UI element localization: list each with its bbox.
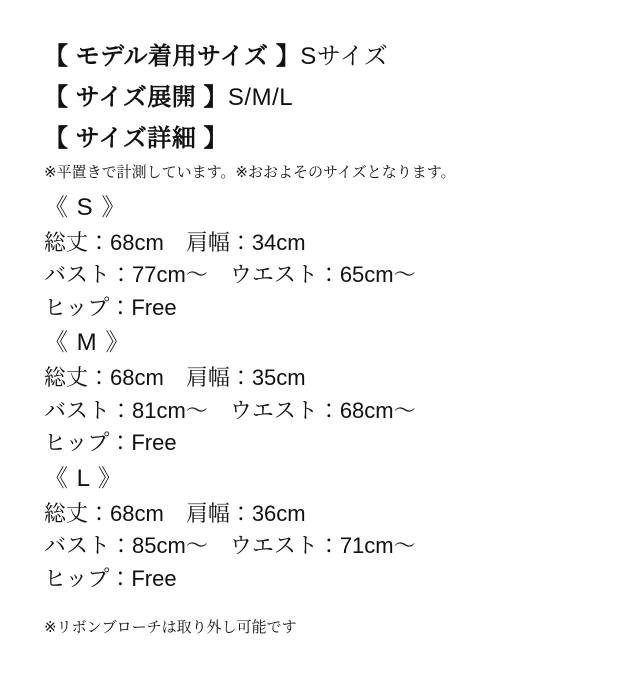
size-s-row-1 bbox=[44, 227, 596, 260]
size-block-l bbox=[44, 462, 596, 595]
size-l-bust: バスト：85cm〜 bbox=[44, 533, 208, 559]
size-s-length: 総丈：68cm bbox=[44, 229, 164, 255]
size-l-row-1 bbox=[44, 498, 596, 531]
size-s-shoulder: 肩幅：34cm bbox=[185, 229, 306, 255]
size-range-heading bbox=[44, 81, 596, 116]
size-s-waist: ウエスト：65cm〜 bbox=[229, 262, 416, 288]
size-range-value: S/M/L bbox=[227, 83, 294, 111]
size-name-m: 《 M 》 bbox=[44, 329, 131, 357]
size-block-m bbox=[44, 326, 596, 459]
size-l-row-2 bbox=[44, 530, 596, 563]
size-m-waist: ウエスト：68cm〜 bbox=[229, 397, 416, 423]
size-m-hip: ヒップ：Free bbox=[44, 430, 177, 456]
size-m-shoulder: 肩幅：35cm bbox=[185, 365, 306, 391]
size-m-row-1 bbox=[44, 362, 596, 395]
brooch-footnote: ※リボンブローチは取り外し可能です bbox=[44, 619, 297, 637]
model-size-label: 【 モデル着用サイズ 】 bbox=[44, 43, 301, 70]
model-size-value: Sサイズ bbox=[300, 43, 389, 70]
size-block-s bbox=[44, 191, 596, 324]
measurement-note: ※平置きで計測しています。※おおよそのサイズとなります。 bbox=[44, 164, 456, 182]
size-m-length: 総丈：68cm bbox=[44, 365, 164, 391]
size-s-row-2 bbox=[44, 259, 596, 292]
size-range-label: 【 サイズ展開 】 bbox=[44, 83, 228, 111]
size-l-shoulder: 肩幅：36cm bbox=[185, 500, 306, 526]
size-l-waist: ウエスト：71cm〜 bbox=[229, 533, 416, 559]
size-name-l: 《 L 》 bbox=[44, 464, 123, 492]
size-m-row-2 bbox=[44, 395, 596, 428]
size-l-length: 総丈：68cm bbox=[44, 500, 164, 526]
model-size-heading bbox=[44, 40, 596, 75]
size-s-bust: バスト：77cm〜 bbox=[44, 262, 208, 288]
size-name-s: 《 S 》 bbox=[44, 193, 127, 221]
size-m-bust: バスト：81cm〜 bbox=[44, 397, 208, 423]
size-details-heading: 【 サイズ詳細 】 bbox=[44, 124, 228, 152]
size-s-hip: ヒップ：Free bbox=[44, 294, 177, 320]
size-l-hip: ヒップ：Free bbox=[44, 565, 177, 591]
